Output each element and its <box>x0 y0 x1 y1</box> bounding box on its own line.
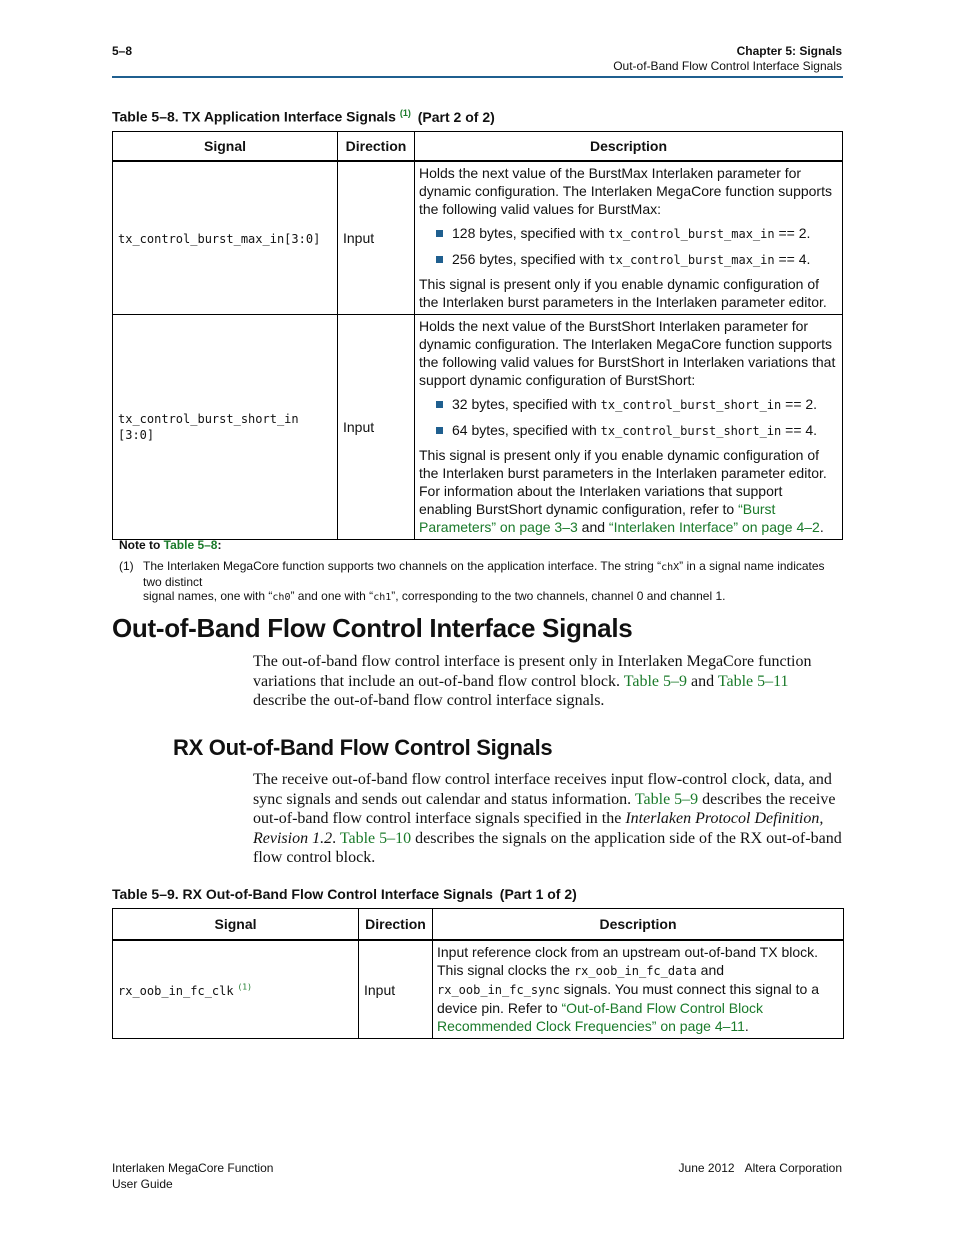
interlaken-interface-link[interactable]: “Interlaken Interface” on page 4–2 <box>608 519 820 535</box>
table-header-row <box>113 132 843 162</box>
section-title: Out-of-Band Flow Control Interface Signals <box>112 613 633 643</box>
signal-cell: tx_control_burst_short_in [3:0] <box>113 315 338 540</box>
table-5-10-link[interactable]: Table 5–10 <box>339 829 412 847</box>
table-5-9-caption: Table 5–9. RX Out-of-Band Flow Control Interface Signals (Part 1 of 2) <box>112 886 577 902</box>
description-cell: Holds the next value of the BurstMax Interlaken parameter for dynamic configuration. The Interlaken MegaCore function supports the following valid values for BurstMax: 128 bytes, specified with tx_control_burst_max_in == 2. 256 bytes, specified with tx_control_burst_max_in == 4. This signal is present only if you enable dynamic configuration of the Interlaken burst parameters in the Interlaken parameter editor. <box>415 161 843 315</box>
subsection-paragraph: The receive out-of-band flow control interface receives input flow-control clock, data, and sync signals and sends out calendar and status information. Table 5–9 describes the receive out-of-band flow control interface signals specified in the Interlaken Protocol Definition, Revision 1.2. Table 5–10 describes the signals on the application side of the RX out-of-band flow control block. <box>253 771 842 867</box>
table-row <box>113 315 843 540</box>
table-5-9-link[interactable]: Table 5–9 <box>623 672 688 690</box>
description-cell: Holds the next value of the BurstShort Interlaken parameter for dynamic configuration. The Interlaken MegaCore function supports the following valid values for BurstShort in Interlaken variations that support dynamic configuration of BurstShort: 32 bytes, specified with tx_control_burst_short_in == 2. 64 bytes, specified with tx_control_burst_short_in == 4. This signal is present only if you enable dynamic configuration of the Interlaken burst parameters in the Interlaken parameter editor. For information about the Interlaken variations that support enabling BurstShort dynamic configuration, refer to “Burst Parameters” on page 3–3 and “Interlaken Interface” on page 4–2. <box>415 315 843 540</box>
list-item: 32 bytes, specified with tx_control_burst_short_in == 2. <box>419 395 837 414</box>
table-header-row <box>113 909 844 941</box>
col-direction: Direction <box>359 909 433 941</box>
clock-frequencies-link[interactable]: “Out-of-Band Flow Control Block Recommended Clock Frequencies” on page 4–11 <box>437 1000 764 1034</box>
table-note-title: Note to Table 5–8: <box>119 538 222 552</box>
table-row <box>113 940 844 1039</box>
square-bullet-icon <box>436 427 443 434</box>
col-signal: Signal <box>113 909 359 941</box>
subsection-title: RX Out-of-Band Flow Control Signals <box>173 735 553 760</box>
footer-doc-sub: User Guide <box>112 1177 173 1191</box>
list-item: 256 bytes, specified with tx_control_burst_max_in == 4. <box>419 250 837 269</box>
section-header: Out-of-Band Flow Control Interface Signals <box>613 59 842 73</box>
table-5-8-caption: Table 5–8. TX Application Interface Signals $^{(1)}$ (Part 2 of 2) <box>112 108 495 125</box>
table-row <box>113 161 843 315</box>
col-direction: Direction <box>338 132 415 162</box>
section-paragraph: The out-of-band flow control interface is present only in Interlaken MegaCore function variations that include an out-of-band flow control block. Table 5–9 and Table 5–11 describe the out-of-band flow control interface signals. <box>253 653 812 710</box>
note-number: (1) <box>119 559 134 573</box>
table-5-9-link[interactable]: Table 5–9 <box>634 790 699 808</box>
direction-cell: Input <box>338 161 415 315</box>
footer-doc-title: Interlaken MegaCore Function <box>112 1161 274 1175</box>
caption-note-ref[interactable]: (1) <box>399 108 411 118</box>
square-bullet-icon <box>436 230 443 237</box>
value-list <box>419 224 837 269</box>
square-bullet-icon <box>436 256 443 263</box>
table-5-8 <box>112 131 843 540</box>
table-5-9 <box>112 908 844 1039</box>
col-signal: Signal <box>113 132 338 162</box>
signal-cell: tx_control_burst_max_in[3:0] <box>113 161 338 315</box>
value-list <box>419 395 837 440</box>
table-5-8-link[interactable]: Table 5–8 <box>163 538 218 552</box>
chapter-title: Chapter 5: Signals <box>736 44 842 58</box>
col-description: Description <box>433 909 844 941</box>
burst-parameters-link[interactable]: “Burst Parameters” on page 3–3 <box>419 501 776 535</box>
header-rule <box>112 76 843 78</box>
description-cell: Input reference clock from an upstream out-of-band TX block. This signal clocks the rx_oob_in_fc_data and rx_oob_in_fc_sync signals. You must connect this signal to a device pin. Refer to “Out-of-Band Flow Control Block Recommended Clock Frequencies” on page 4–11. <box>433 940 844 1039</box>
signal-cell: rx_oob_in_fc_clk $^{(1)}$ <box>113 940 359 1039</box>
square-bullet-icon <box>436 401 443 408</box>
list-item: 64 bytes, specified with tx_control_burst_short_in == 4. <box>419 421 837 440</box>
footer-date-company: June 2012 Altera Corporation <box>678 1161 842 1175</box>
col-description: Description <box>415 132 843 162</box>
table-note-text: The Interlaken MegaCore function supports two channels on the application interface. The string “chX” in a signal name indicates two distinct signal names, one with “ch0” and one with “ch1”, corresponding to the two channels, channel 0 and channel 1. <box>143 559 825 603</box>
list-item: 128 bytes, specified with tx_control_burst_max_in == 2. <box>419 224 837 243</box>
page-number: 5–8 <box>112 44 133 58</box>
signal-note-ref[interactable]: (1) <box>237 981 252 991</box>
table-5-11-link[interactable]: Table 5–11 <box>717 672 789 690</box>
direction-cell: Input <box>359 940 433 1039</box>
direction-cell: Input <box>338 315 415 540</box>
